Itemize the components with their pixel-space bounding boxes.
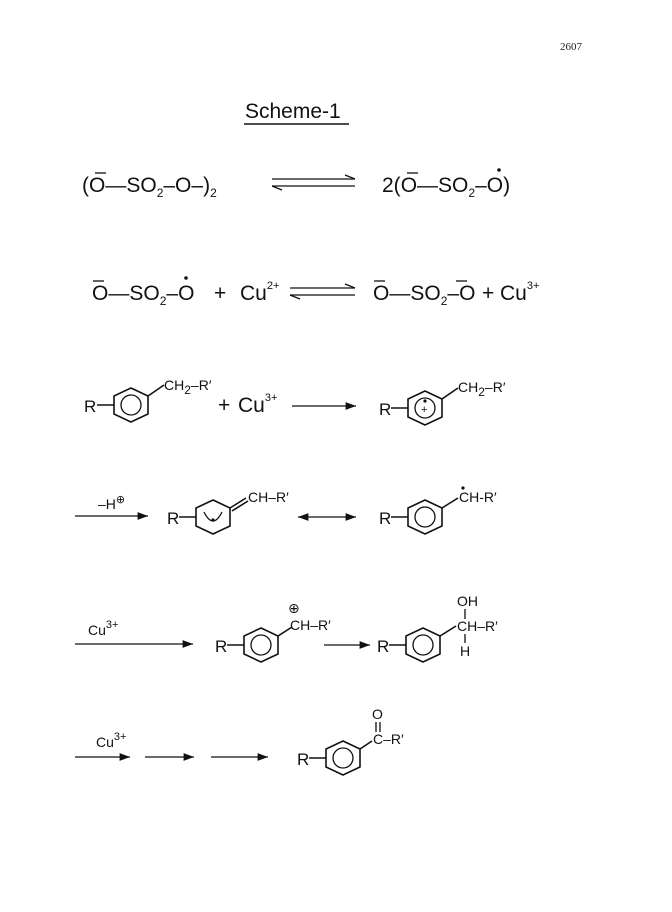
- eq2-right: $O—SO_2-O$: [373, 282, 476, 308]
- svg-text:⊕: ⊕: [288, 600, 300, 616]
- svg-text:H: H: [460, 643, 471, 659]
- svg-text:R: R: [84, 397, 97, 416]
- radical-dot: [423, 399, 426, 402]
- svg-text:+: +: [214, 282, 227, 305]
- cu3-ion: $Cu^{3+}$: [238, 392, 278, 417]
- svg-text:R: R: [215, 637, 228, 656]
- svg-text:R: R: [379, 400, 392, 419]
- arrow-label: –H⊕: [98, 494, 126, 512]
- svg-text:+: +: [482, 282, 495, 305]
- ch2-group: CH2–R′: [458, 379, 506, 399]
- arrow-label: $Cu^{3+}$: [96, 731, 127, 750]
- svg-text:R: R: [297, 750, 310, 769]
- svg-text:CH–R′: CH–R′: [248, 489, 289, 505]
- equation-1: [82, 168, 510, 200]
- radical-dot: [184, 276, 188, 280]
- equation-3: [84, 377, 506, 425]
- svg-text:+: +: [218, 394, 231, 417]
- cu2-ion: $Cu^{2+}$: [240, 280, 280, 305]
- benzene-ring-icon: [114, 388, 148, 422]
- svg-text:R: R: [377, 637, 390, 656]
- benzene-ring-icon: [196, 500, 230, 534]
- eq2-left: $O—SO_2-O$: [92, 282, 195, 308]
- svg-text:CH–R′: CH–R′: [290, 617, 331, 633]
- eq1-left: $(O—SO_2-O-)_2$: [82, 174, 217, 200]
- ch2-group: CH2–R′: [164, 377, 212, 397]
- svg-text:R: R: [167, 509, 180, 528]
- scheme-title: Scheme-1: [245, 100, 341, 123]
- equation-5: [75, 593, 498, 662]
- benzene-ring-icon: [408, 500, 442, 534]
- page-number: 2607: [560, 41, 582, 53]
- cu3-ion: $Cu^{3+}$: [500, 280, 540, 305]
- radical-dot: [497, 168, 501, 172]
- arrow-label: $Cu^{3+}$: [88, 619, 119, 638]
- svg-text:CH–R′: CH–R′: [457, 618, 498, 634]
- svg-text:R: R: [379, 509, 392, 528]
- svg-text:OH: OH: [457, 593, 478, 609]
- radical-dot: [211, 518, 214, 521]
- benzene-ring-icon: [244, 628, 278, 662]
- svg-text:O: O: [372, 706, 383, 722]
- eq1-right: $2(O—SO_2-O)$: [382, 174, 511, 200]
- equation-2: [92, 276, 539, 308]
- equation-4: [75, 486, 497, 534]
- svg-text:+: +: [421, 404, 428, 416]
- benzene-ring-icon: [326, 741, 360, 775]
- svg-text:CH-R′: CH-R′: [459, 489, 497, 505]
- equation-6: [75, 706, 404, 775]
- carbonyl-group: C–R′: [373, 731, 404, 747]
- benzene-ring-icon: [406, 628, 440, 662]
